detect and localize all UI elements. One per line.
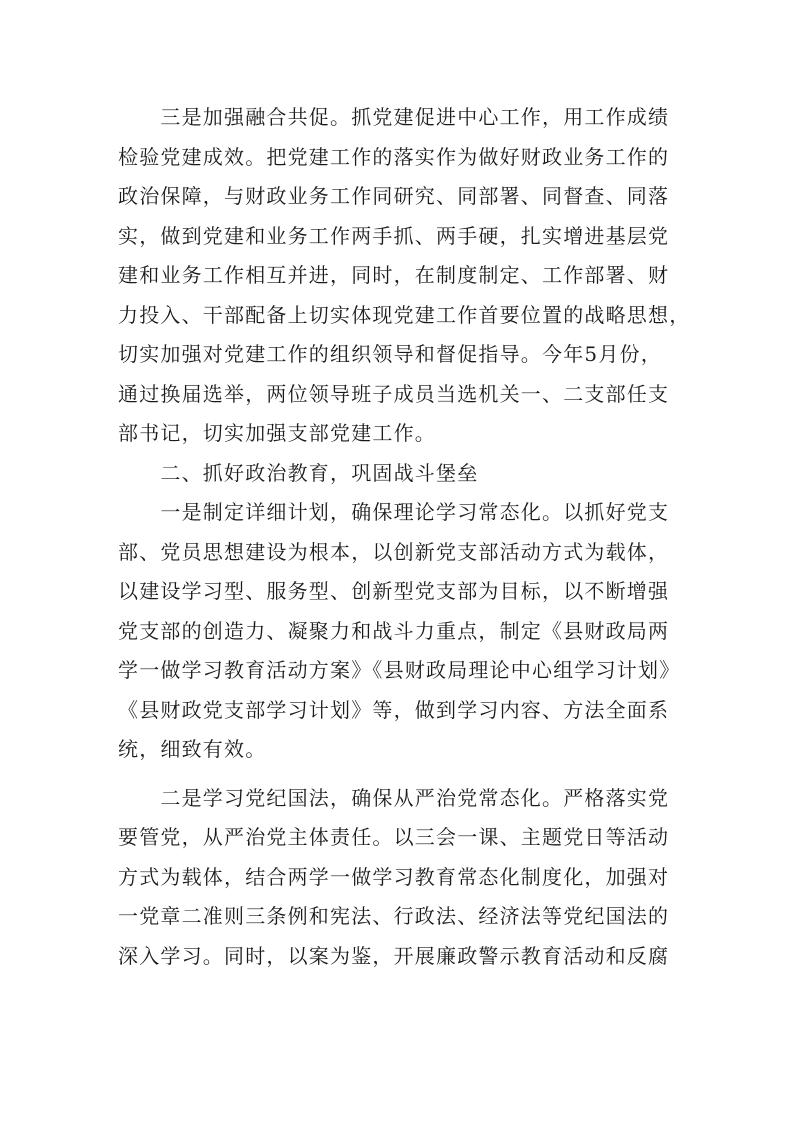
paragraph-line: 要管党，从严治党主体责任。以三会一课、主题党日等活动	[118, 825, 670, 849]
paragraph-line: 学一做学习教育活动方案》《县财政局理论中心组学习计划》	[118, 658, 681, 682]
paragraph-line: 通过换届选举，两位领导班子成员当选机关一、二支部任支	[118, 381, 670, 406]
paragraph-line: 《县财政党支部学习计划》等，做到学习内容、方法全面系	[118, 697, 670, 722]
paragraph-line: 三是加强融合共促。抓党建促进中心工作，用工作成绩	[118, 105, 670, 129]
paragraph-line: 检验党建成效。把党建工作的落实作为做好财政业务工作的	[118, 144, 670, 169]
paragraph-line: 一是制定详细计划，确保理论学习常态化。以抓好党支	[118, 500, 670, 524]
paragraph-line: 部书记，切实加强支部党建工作。	[118, 421, 436, 445]
paragraph-line: 深入学习。同时，以案为鉴，开展廉政警示教育活动和反腐	[118, 943, 670, 968]
paragraph-line: 建和业务工作相互并进，同时，在制度制定、工作部署、财	[118, 263, 670, 287]
document-body	[118, 98, 691, 976]
paragraph-line: 力投入、干部配备上切实体现党建工作首要位置的战略思想，	[118, 302, 691, 327]
paragraph-line: 方式为载体，结合两学一做学习教育常态化制度化，加强对	[118, 864, 670, 889]
paragraph-line: 切实加强对党建工作的组织领导和督促指导。今年5月份，	[118, 342, 662, 366]
paragraph-spacer	[118, 770, 688, 779]
paragraph-line: 党支部的创造力、凝聚力和战斗力重点，制定《县财政局两	[118, 618, 670, 643]
paragraph-line: 部、党员思想建设为根本，以创新党支部活动方式为载体，	[118, 539, 670, 564]
paragraph-line: 实，做到党建和业务工作两手抓、两手硬，扎实增进基层党	[118, 223, 670, 248]
paragraph-line: 一党章二准则三条例和宪法、行政法、经济法等党纪国法的	[118, 904, 670, 928]
paragraph-line: 政治保障，与财政业务工作同研究、同部署、同督查、同落	[118, 184, 670, 208]
section-heading: 二、抓好政治教育，巩固战斗堡垒	[118, 460, 479, 485]
paragraph-line: 二是学习党纪国法，确保从严治党常态化。严格落实党	[118, 785, 670, 810]
paragraph-line: 统，细致有效。	[118, 737, 267, 761]
paragraph-line: 以建设学习型、服务型、创新型党支部为目标，以不断增强	[118, 579, 670, 603]
